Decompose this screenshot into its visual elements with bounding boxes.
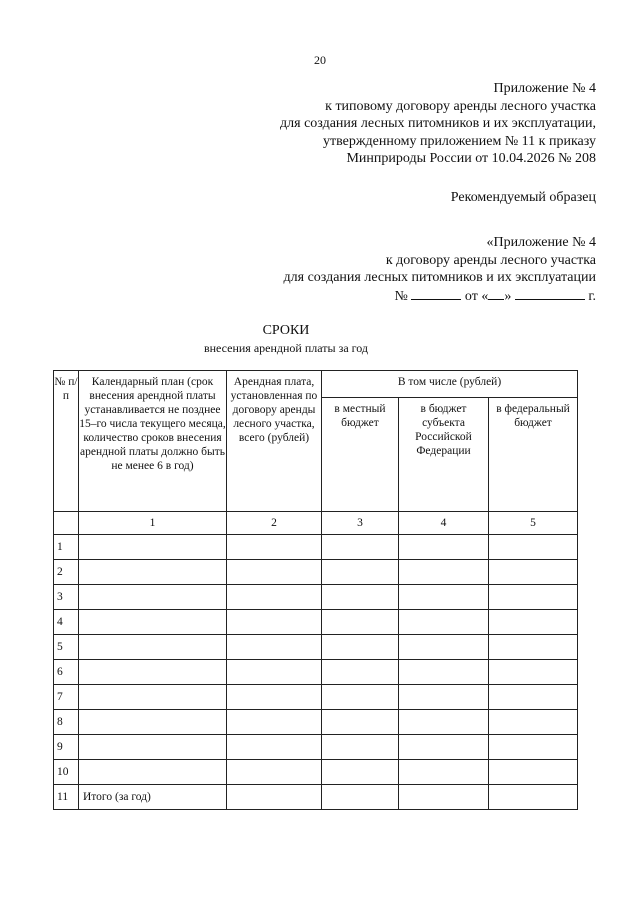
header-including: В том числе (рублей) [322, 371, 578, 398]
month-field[interactable] [515, 287, 585, 300]
row-number: 5 [54, 635, 79, 660]
federal-budget-cell[interactable] [489, 660, 578, 685]
calendar-plan-cell[interactable] [79, 660, 227, 685]
column-number: 3 [322, 512, 399, 535]
row-number: 2 [54, 560, 79, 585]
year-suffix: г. [588, 288, 596, 304]
column-number: 4 [399, 512, 489, 535]
header-line: для создания лесных питомников и их эксплуатации, [280, 116, 596, 131]
table-row [54, 635, 578, 660]
rent-total-cell[interactable] [227, 685, 322, 710]
row-number: 10 [54, 760, 79, 785]
contract-appendix-header [284, 234, 596, 305]
local-budget-cell[interactable] [322, 610, 399, 635]
header-line: к типовому договору аренды лесного участка [325, 98, 596, 114]
local-budget-cell[interactable] [322, 635, 399, 660]
federal-budget-cell[interactable] [489, 710, 578, 735]
subject-budget-cell[interactable] [399, 685, 489, 710]
subject-budget-cell[interactable] [399, 535, 489, 560]
local-budget-cell[interactable] [322, 535, 399, 560]
document-subtitle: внесения арендной платы за год [203, 341, 369, 355]
rent-total-cell[interactable] [227, 710, 322, 735]
calendar-plan-cell[interactable] [79, 685, 227, 710]
header-subject: в бюджет субъекта Российской Федерации [399, 398, 489, 512]
table-row [54, 760, 578, 785]
contract-number-field[interactable] [411, 287, 461, 300]
subject-budget-cell[interactable] [399, 785, 489, 810]
calendar-plan-cell[interactable] [79, 635, 227, 660]
local-budget-cell[interactable] [322, 660, 399, 685]
federal-budget-cell[interactable] [489, 635, 578, 660]
table-row [54, 785, 578, 810]
row-number: 7 [54, 685, 79, 710]
appendix-line: для создания лесных питомников и их эксплуатации [283, 270, 596, 285]
federal-budget-cell[interactable] [489, 735, 578, 760]
header-line: Приложение № 4 [493, 81, 596, 96]
calendar-plan-cell[interactable] [79, 535, 227, 560]
column-number: 1 [79, 512, 227, 535]
column-number-row [54, 512, 578, 535]
federal-budget-cell[interactable] [489, 685, 578, 710]
table-row [54, 535, 578, 560]
table-row [54, 685, 578, 710]
header-calendar: Календарный план (срок внесения арендной платы устанавливается не позднее 15–го числа текущего месяца, количество сроков внесения арендной платы должно быть не менее 6 в год) [79, 371, 227, 512]
table-row [54, 660, 578, 685]
appendix-line: «Приложение № 4 [486, 235, 596, 250]
row-number: 3 [54, 585, 79, 610]
rent-total-cell[interactable] [227, 760, 322, 785]
calendar-plan-cell[interactable] [79, 710, 227, 735]
local-budget-cell[interactable] [322, 735, 399, 760]
header-local: в местный бюджет [322, 398, 399, 512]
calendar-plan-cell[interactable] [79, 760, 227, 785]
local-budget-cell[interactable] [322, 560, 399, 585]
recommended-sample: Рекомендуемый образец [450, 190, 596, 205]
rent-total-cell[interactable] [227, 535, 322, 560]
local-budget-cell[interactable] [322, 710, 399, 735]
local-budget-cell[interactable] [322, 685, 399, 710]
from-label: от « [464, 288, 489, 304]
document-title: СРОКИ [262, 323, 310, 338]
calendar-plan-cell[interactable] [79, 585, 227, 610]
contract-number-line [284, 287, 596, 306]
number-sign: № [394, 288, 408, 304]
row-number: 8 [54, 710, 79, 735]
federal-budget-cell[interactable] [489, 760, 578, 785]
row-number: 9 [54, 735, 79, 760]
row-number: 11 [54, 785, 79, 810]
calendar-plan-cell[interactable] [79, 560, 227, 585]
federal-budget-cell[interactable] [489, 560, 578, 585]
table-row [54, 585, 578, 610]
subject-budget-cell[interactable] [399, 710, 489, 735]
appendix-header [280, 80, 596, 168]
calendar-plan-cell[interactable] [79, 610, 227, 635]
day-field[interactable] [488, 287, 504, 300]
header-line: утвержденному приложением № 11 к приказу [323, 133, 596, 149]
table-row [54, 560, 578, 585]
local-budget-cell[interactable] [322, 760, 399, 785]
column-number: 2 [227, 512, 322, 535]
calendar-plan-cell[interactable] [79, 735, 227, 760]
federal-budget-cell[interactable] [489, 535, 578, 560]
subject-budget-cell[interactable] [399, 560, 489, 585]
header-federal: в федеральный бюджет [489, 398, 578, 512]
rent-total-cell[interactable] [227, 660, 322, 685]
header-num: № п/п [54, 371, 79, 512]
rent-total-cell[interactable] [227, 635, 322, 660]
federal-budget-cell[interactable] [489, 610, 578, 635]
appendix-line: к договору аренды лесного участка [385, 252, 596, 268]
quote-close: » [504, 288, 512, 304]
table-row [54, 735, 578, 760]
header-rent: Арендная плата, установленная по договору аренды лесного участка, всего (рублей) [227, 371, 322, 512]
rent-schedule-table [53, 370, 578, 810]
column-number: 5 [489, 512, 578, 535]
subject-budget-cell[interactable] [399, 610, 489, 635]
row-number: 4 [54, 610, 79, 635]
subject-budget-cell[interactable] [399, 660, 489, 685]
subject-budget-cell[interactable] [399, 635, 489, 660]
column-number-empty [54, 512, 79, 535]
local-budget-cell[interactable] [322, 585, 399, 610]
calendar-plan-cell[interactable]: Итого (за год) [79, 785, 227, 810]
subject-budget-cell[interactable] [399, 735, 489, 760]
table-row [54, 710, 578, 735]
row-number: 1 [54, 535, 79, 560]
row-number: 6 [54, 660, 79, 685]
rent-total-cell[interactable] [227, 560, 322, 585]
rent-total-cell[interactable] [227, 785, 322, 810]
local-budget-cell[interactable] [322, 785, 399, 810]
subject-budget-cell[interactable] [399, 760, 489, 785]
rent-total-cell[interactable] [227, 585, 322, 610]
header-row [54, 371, 578, 398]
page-number: 20 [314, 53, 326, 67]
table-row [54, 610, 578, 635]
rent-total-cell[interactable] [227, 735, 322, 760]
subject-budget-cell[interactable] [399, 585, 489, 610]
federal-budget-cell[interactable] [489, 585, 578, 610]
header-line: Минприроды России от 10.04.2026 № 208 [346, 151, 596, 166]
rent-total-cell[interactable] [227, 610, 322, 635]
federal-budget-cell[interactable] [489, 785, 578, 810]
